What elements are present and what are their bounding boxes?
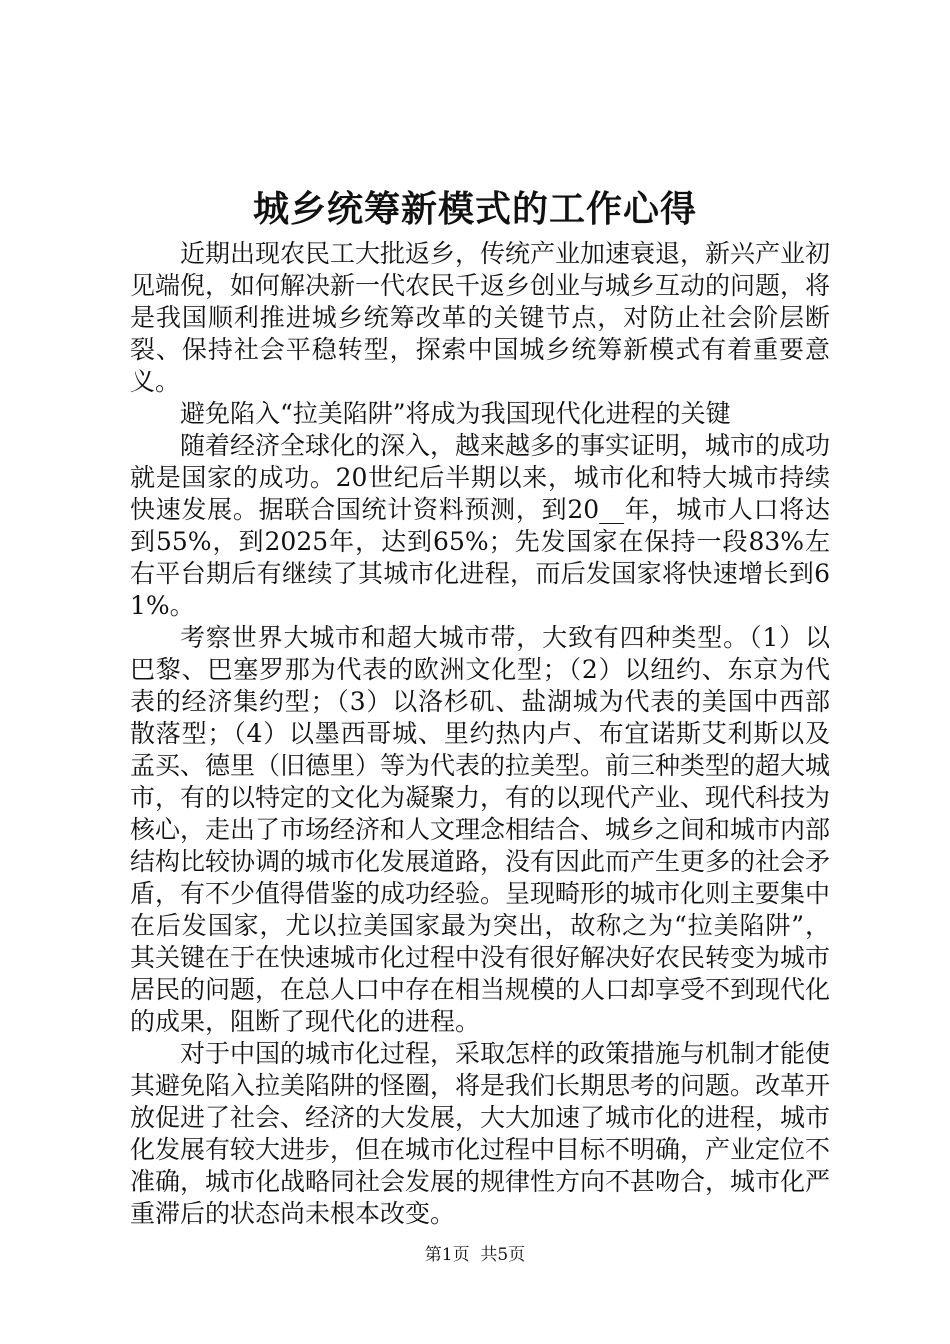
document-title: 城乡统筹新模式的工作心得 [252, 188, 697, 230]
paragraph-china-urbanization: 对于中国的城市化过程，采取怎样的政策措施与机制才能使其避免陷入拉美陷阱的怪圈，将是我们长期思考的问题。改革开放促进了社会、经济的大发展，大大加速了城市化的进程，城市化发展有较大进步，但在城市化过程中目标不明确，产业定位不准确，城市化战略同社会发展的规律性方向不甚吻合，城市化严重滞后的状态尚未根本改变。 [130, 1039, 831, 1228]
page-footer [0, 1244, 950, 1266]
document-body [130, 238, 830, 1230]
paragraph-city-types: 考察世界大城市和超大城市带，大致有四种类型。（1）以巴黎、巴塞罗那为代表的欧洲文化型；（2）以纽约、东京为代表的经济集约型；（3）以洛杉矶、盐湖城为代表的美国中西部散落型；（4）以墨西哥城、里约热内卢、布宜诺斯艾利斯以及孟买、德里（旧德里）等为代表的拉美型。前三种类型的超大城市，有的以特定的文化为凝聚力，有的以现代产业、现代科技为核心，走出了市场经济和人文理念相结合、城乡之间和城市内部结构比较协调的城市化发展道路，没有因此而产生更多的社会矛盾，有不少值得借鉴的成功经验。呈现畸形的城市化则主要集中在后发国家，尤以拉美国家最为突出，故称之为“拉美陷阱”，其关键在于在快速城市化过程中没有很好解决好农民转变为城市居民的问题，在总人口中存在相当规模的人口却享受不到现代化的成果，阻断了现代化的进程。 [130, 623, 831, 1036]
paragraph-section-heading: 避免陷入“拉美陷阱”将成为我国现代化进程的关键 [180, 399, 731, 428]
paragraph-intro: 近期出现农民工大批返乡，传统产业加速衰退，新兴产业初见端倪，如何解决新一代农民千返乡创业与城乡互动的问题，将是我国顺利推进城乡统筹改革的关键节点，对防止社会阶层断裂、保持社会平稳转型，探索中国城乡统筹新模式有着重要意义。 [130, 239, 831, 396]
page-number: 第1页 共5页 [424, 1245, 526, 1265]
paragraph-globalization: 随着经济全球化的深入，越来越多的事实证明，城市的成功就是国家的成功。20世纪后半期以来，城市化和特大城市持续快速发展。据联合国统计资料预测，到20__年，城市人口将达到55%，到2025年，达到65%；先发国家在保持一段83%左右平台期后有继续了其城市化进程，而后发国家将快速增长到61%。 [130, 431, 831, 620]
